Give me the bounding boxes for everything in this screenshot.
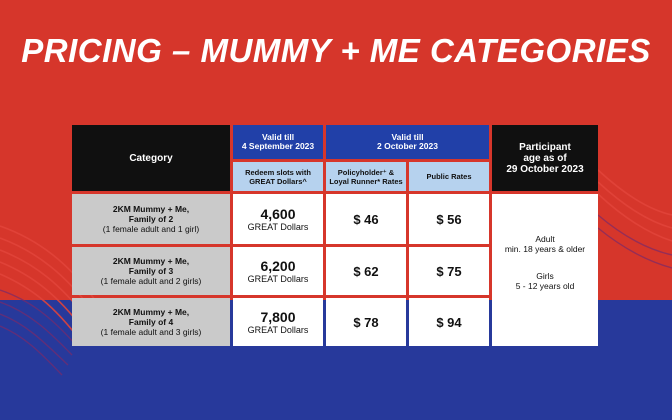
header-category xyxy=(72,125,230,191)
row-2-name-line1: 2KM Mummy + Me, xyxy=(112,256,190,266)
row-3-points: 7,800 xyxy=(260,308,296,325)
header-valid-sep-line2: 4 September 2023 xyxy=(241,141,315,151)
subheader-policyholder xyxy=(326,162,406,191)
subheader-policy-line1: Policyholder⁺ & xyxy=(337,167,395,177)
page-title: PRICING – MUMMY + ME CATEGORIES xyxy=(21,32,651,69)
participant-age-cell xyxy=(492,194,598,346)
row-2-public-value: $ 75 xyxy=(436,263,462,279)
row-3-public-value: $ 94 xyxy=(436,314,462,330)
header-valid-oct xyxy=(326,125,489,159)
row-2-great-dollars xyxy=(233,247,323,295)
participant-girls-line2: 5 - 12 years old xyxy=(515,281,575,291)
row-1-public-value: $ 56 xyxy=(436,211,462,227)
row-3-name-line2: Family of 4 xyxy=(128,317,174,327)
header-category-label: Category xyxy=(129,152,173,164)
row-1-points: 4,600 xyxy=(260,205,296,222)
header-valid-sep xyxy=(233,125,323,159)
row-2-points-unit: GREAT Dollars xyxy=(247,273,309,284)
row-3-name-line1: 2KM Mummy + Me, xyxy=(112,307,190,317)
row-2-policyholder-price xyxy=(326,247,406,295)
row-1-great-dollars xyxy=(233,194,323,244)
participant-adult-line2: min. 18 years & older xyxy=(504,244,586,254)
header-valid-oct-line1: Valid till xyxy=(391,132,424,142)
header-valid-sep-line1: Valid till xyxy=(261,132,295,142)
subheader-public xyxy=(409,162,489,191)
row-1-name-line2: Family of 2 xyxy=(128,214,174,224)
row-3-category xyxy=(72,298,230,346)
row-3-points-unit: GREAT Dollars xyxy=(247,324,309,335)
subheader-policy-line2: Loyal Runner* Rates xyxy=(329,176,403,186)
row-1-policy-value: $ 46 xyxy=(353,211,379,227)
row-3-great-dollars xyxy=(233,298,323,346)
row-1-public-price xyxy=(409,194,489,244)
row-2-points: 6,200 xyxy=(260,257,296,274)
row-2-category xyxy=(72,247,230,295)
row-3-public-price xyxy=(409,298,489,346)
row-2-name-line3: (1 female adult and 2 girls) xyxy=(100,276,202,286)
subheader-public-label: Public Rates xyxy=(426,172,472,181)
row-1-points-unit: GREAT Dollars xyxy=(247,221,309,232)
subheader-redeem xyxy=(233,162,323,191)
row-1-name-line1: 2KM Mummy + Me, xyxy=(112,204,190,214)
header-participant-line3: 29 October 2023 xyxy=(506,163,584,175)
row-1-name-line3: (1 female adult and 1 girl) xyxy=(102,224,200,234)
row-3-name-line3: (1 female adult and 3 girls) xyxy=(100,327,202,337)
header-participant-line2: age as of xyxy=(523,152,567,164)
row-3-policy-value: $ 78 xyxy=(353,314,379,330)
header-participant-line1: Participant xyxy=(519,141,571,153)
header-participant-age xyxy=(492,125,598,191)
participant-girls-line1: Girls xyxy=(536,271,554,281)
row-2-public-price xyxy=(409,247,489,295)
row-2-policy-value: $ 62 xyxy=(353,263,379,279)
participant-adult-line1: Adult xyxy=(535,234,555,244)
row-2-name-line2: Family of 3 xyxy=(128,266,174,276)
row-3-policyholder-price xyxy=(326,298,406,346)
subheader-redeem-line1: Redeem slots with xyxy=(245,167,311,177)
subheader-redeem-line2: GREAT Dollars^ xyxy=(249,176,307,186)
row-1-policyholder-price xyxy=(326,194,406,244)
row-1-category xyxy=(72,194,230,244)
header-valid-oct-line2: 2 October 2023 xyxy=(377,141,438,151)
